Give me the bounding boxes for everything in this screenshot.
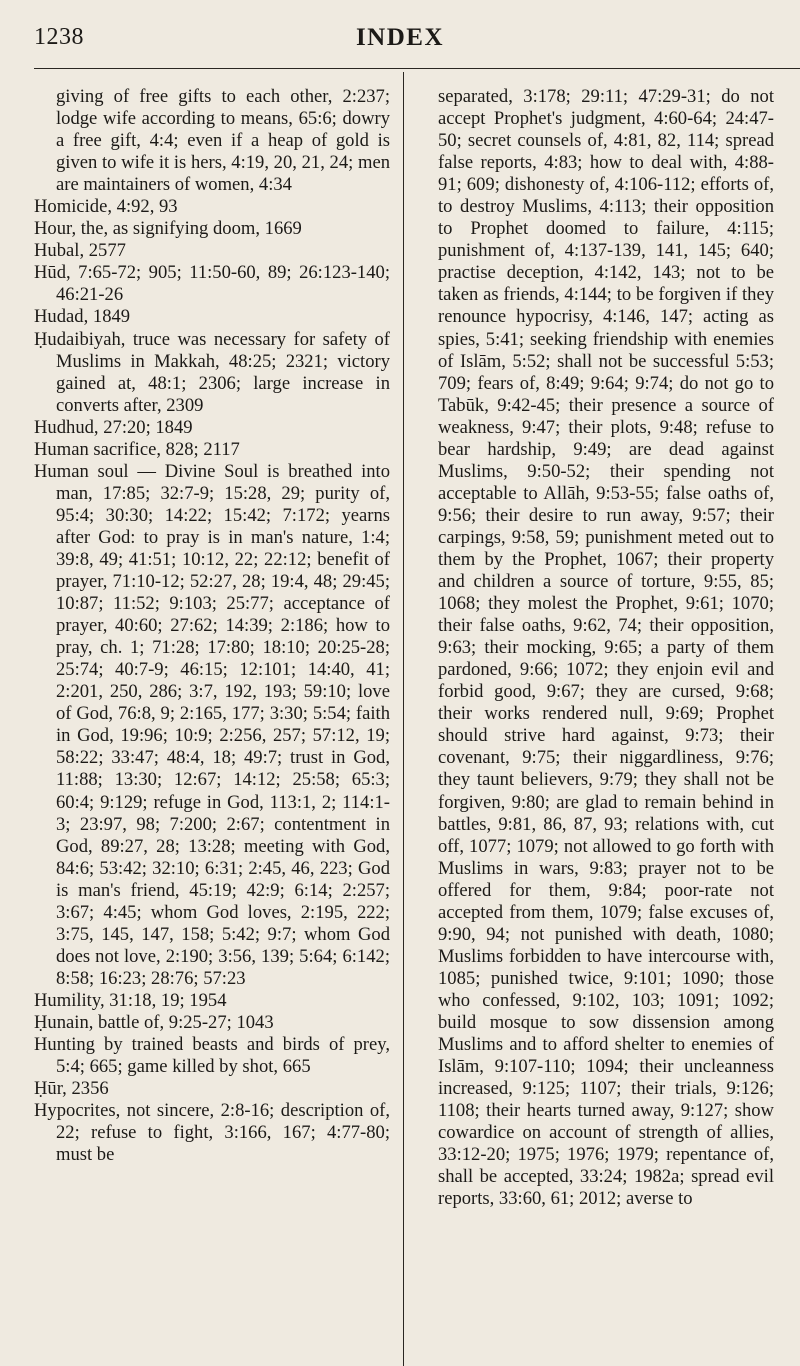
header-rule <box>34 68 800 69</box>
entry-text: 27:20; 1849 <box>103 416 193 438</box>
index-entry <box>34 990 390 1012</box>
entry-text: 1849 <box>92 306 131 328</box>
column-divider <box>403 72 404 1366</box>
entry-heading: Hunting <box>34 1034 95 1056</box>
index-entry <box>34 1100 390 1166</box>
index-entry <box>34 196 390 218</box>
entry-text: 2356 <box>71 1078 109 1100</box>
index-entry <box>34 1012 390 1034</box>
page-number: 1238 <box>34 24 84 50</box>
entry-heading: Hudad, <box>34 306 89 328</box>
entry-heading: Homicide, <box>34 196 112 218</box>
continued-entry: giving of free gifts to each other, 2:237; lodge wife according to means, 65:6; dowry a free gift, 4:4; even if a heap of gold is given to wife it is hers, 4:19, 20, 21, 24; men are maintainers of women, 4:34 <box>56 86 390 196</box>
index-entry <box>34 439 390 461</box>
index-entry <box>34 306 390 328</box>
entry-text: 828; 2117 <box>165 438 240 460</box>
entry-heading: Human sacrifice, <box>34 438 161 460</box>
entry-heading: Ḥunain, <box>34 1011 94 1033</box>
entry-heading: Hypocrites, <box>34 1100 121 1122</box>
index-entry <box>34 417 390 439</box>
page-title: INDEX <box>355 24 445 51</box>
entry-text: truce was necessary for safety of Muslims in Makkah, 48:25; 2321; victory gained at, 48:1; 2306; large increase in converts after, 2309 <box>56 328 390 416</box>
entry-text: not sincere, 2:8-16; description of, 22; refuse to fight, 3:166, 167; 4:77-80; must be <box>56 1100 390 1166</box>
index-entry <box>34 240 390 262</box>
entry-heading: Hubal, <box>34 240 85 262</box>
index-entry <box>34 329 390 417</box>
entry-text: battle of, 9:25-27; 1043 <box>98 1011 274 1033</box>
index-entry <box>34 1034 390 1078</box>
entry-heading: Ḥūr, <box>34 1078 67 1100</box>
index-entry <box>34 262 390 306</box>
entry-text: as signifying doom, 1669 <box>112 218 302 240</box>
left-column <box>34 86 390 1166</box>
entry-heading: Hudhud, <box>34 416 99 438</box>
entry-text: 4:92, 93 <box>116 196 178 218</box>
entry-text: by trained beasts and birds of prey, 5:4; 665; game killed by shot, 665 <box>56 1034 390 1078</box>
continued-entry: separated, 3:178; 29:11; 47:29-31; do not accept Prophet's judgment, 4:60-64; 24:47-50; secret counsels of, 4:81, 82, 114; spread false reports, 4:83; how to deal with, 4:88-91; 609; dishonesty of, 4:106-112; efforts of, to destroy Muslims, 4:113; their opposition to Prophet doomed to failure, 4:115; punishment of, 4:137-139, 141, 145; 640; practise deception, 4:142, 143; not to be taken as friends, 4:144; to be forgiven if they renounce hypocrisy, 4:146, 147; acting as spies, 5:41; seeking friendship with enemies of Islām, 5:52; shall not be successful 5:53; 709; fears of, 8:49; 9:64; 9:74; do not go to Tabūk, 9:42-45; their presence a source of weakness, 9:47; their plots, 9:48; refuse to bear hardship, 9:49; are dead against Muslims, 9:50-52; their spending not acceptable to Allāh, 9:53-55; false oaths of, 9:56; their desire to run away, 9:57; their carpings, 9:58, 59; punishment meted out to them by the Prophet, 1067; their property and children a source of torture, 9:55, 85; 1068; they molest the Prophet, 9:61; 1070; their false oaths, 9:62, 74; their opposition, 9:63; their mocking, 9:65; a party of them pardoned, 9:66; 1072; they enjoin evil and forbid good, 9:67; they are cursed, 9:68; their works rendered null, 9:69; Prophet should strive hard against, 9:73; their covenant, 9:75; their niggardliness, 9:76; they taunt believers, 9:79; they shall not be forgiven, 9:80; are glad to remain behind in battles, 9:81, 86, 87, 93; relations with, cut off, 1077; 1079; not allowed to go forth with Muslims in wars, 9:83; prayer not to be offered for them, 9:84; poor-rate not accepted from them, 1079; false excuses of, 9:90, 94; not punished with death, 1080; Muslims forbidden to have intercourse with, 1085; punished twice, 9:101; 1090; those who confessed, 9:102, 103; 1091; 1092; build mosque to sow dissension among Muslims and to afford shelter to enemies of Islām, 9:107-110; 1094; their uncleanness increased, 9:125; 1107; their trials, 9:126; 1108; their hearts turned away, 9:127; show cowardice on account of strength of allies, 33:12-20; 1975; 1976; 1979; repentance of, shall be accepted, 33:24; 1982a; spread evil reports, 33:60, 61; 2012; averse to <box>438 86 774 1210</box>
entry-heading: Hour, the, <box>34 218 109 240</box>
entry-heading: Human soul <box>34 460 129 482</box>
entry-heading: Hūd, <box>34 262 71 284</box>
index-entry <box>34 461 390 990</box>
right-column <box>416 86 774 1210</box>
index-entry <box>34 1078 390 1100</box>
entry-text: 7:65-72; 905; 11:50-60, 89; 26:123-140; 46:21-26 <box>56 262 390 306</box>
entry-text: 2577 <box>88 240 126 262</box>
entry-heading: Humility, <box>34 989 105 1011</box>
entry-text: — Divine Soul is breathed into man, 17:85; 32:7-9; 15:28, 29; purity of, 95:4; 30:30; 14:22; 15:42; 7:172; yearns after God: to pray is in man's nature, 1:4; 39:8, 49; 41:51; 10:12, 22; 22:12; benefit of prayer, 71:10-12; 52:27, 28; 19:4, 48; 29:45; 10:87; 11:52; 9:103; 25:77; acceptance of prayer, 40:60; 27:62; 14:39; 2:186; how to pray, ch. 1; 71:28; 17:80; 18:10; 20:25-28; 25:74; 40:7-9; 46:15; 12:101; 14:40, 41; 2:201, 250, 286; 3:7, 192, 193; 59:10; love of God, 76:8, 9; 2:165, 177; 3:30; 5:54; faith in God, 19:96; 10:9; 2:256, 257; 57:12, 19; 58:22; 33:47; 48:4, 18; 49:7; trust in God, 11:88; 13:30; 12:67; 14:12; 25:58; 65:3; 60:4; 9:129; refuge in God, 113:1, 2; 114:1-3; 23:97, 98; 7:200; 2:67; contentment in God, 89:27, 28; 13:28; meeting with God, 84:6; 53:42; 32:10; 6:31; 2:45, 46, 223; God is man's friend, 45:19; 42:9; 6:14; 2:257; 3:67; 4:45; whom God loves, 2:195, 222; 3:75, 145, 147, 158; 5:42; 9:7; whom God does not love, 2:190; 3:56, 139; 5:64; 6:142; 8:58; 16:23; 28:76; 57:23 <box>56 460 390 989</box>
entry-text: 31:18, 19; 1954 <box>109 989 227 1011</box>
entry-heading: Ḥudaibiyah, <box>34 328 126 350</box>
index-entry <box>34 218 390 240</box>
